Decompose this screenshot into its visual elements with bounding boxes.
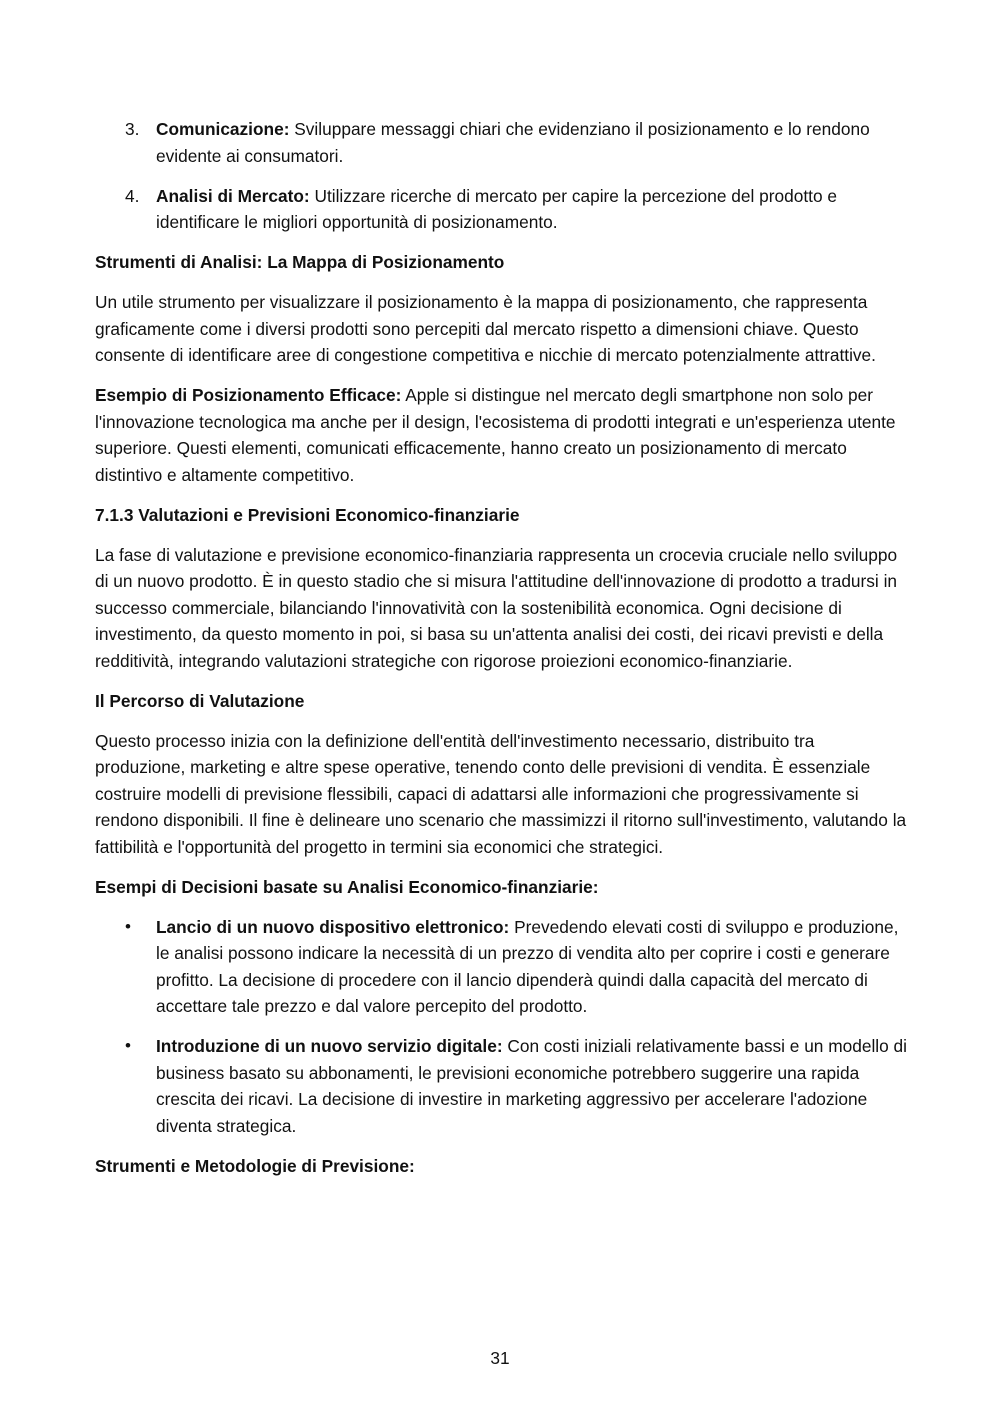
list-item-text: Utilizzare ricerche di mercato per capire la percezione del prodotto e identificare le migliori opportunità di posizionamento.: [156, 185, 837, 232]
paragraph-example-positioning: [95, 382, 907, 488]
list-item-text: Prevedendo elevati costi di sviluppo e produzione, le analisi possono indicare la necessità di un prezzo di vendita alto per coprire i costi e generare profitto. La decisione di procedere con il lancio dipenderà quindi dalla capacità del mercato di accettare tale prezzo e dal valore percepito del prodotto.: [156, 916, 899, 1016]
numbered-list: [95, 116, 907, 236]
list-item: [95, 116, 907, 169]
list-item-term: Introduzione di un nuovo servizio digitale:: [156, 1036, 503, 1056]
document-page: [95, 116, 907, 1193]
list-item: [95, 183, 907, 236]
list-item-term: Analisi di Mercato:: [156, 185, 310, 206]
bullet-icon: •: [125, 1036, 131, 1055]
paragraph-713: La fase di valutazione e previsione economico-finanziaria rappresenta un crocevia cruciale nello sviluppo di un nuovo prodotto. È in questo stadio che si misura l'attitudine dell'innovazione di prodotto a tradursi in successo commerciale, bilanciando l'innovatività con la sostenibilità economica. Ogni decisione di investimento, da questo momento in poi, si basa su un'attenta analisi dei costi, dei ricavi previsti e della redditività, integrando valutazioni strategiche con rigorose proiezioni economico-finanziarie.: [95, 544, 898, 671]
example-text: Apple si distingue nel mercato degli smartphone non solo per l'innovazione tecnologica ma anche per il design, l'ecosistema di prodotti integrati e un'esperienza utente superiore. Questi elementi, comunicati efficacemente, hanno creato un posizionamento di mercato distintivo e altamente competitivo.: [95, 385, 896, 485]
paragraph-path: Questo processo inizia con la definizione dell'entità dell'investimento necessario, distribuito tra produzione, marketing e altre spese operative, tenendo conto delle previsioni di vendita. È essenziale costruire modelli di previsione flessibili, capaci di adattarsi alle informazioni che progressivamente si rendono disponibili. Il fine è delineare uno scenario che massimizzi il ritorno sull'investimento, valutando la fattibilità e l'opportunità del progetto in termini sia economici che strategici.: [95, 730, 907, 857]
example-term: Esempio di Posizionamento Efficace:: [95, 385, 402, 405]
list-item-text: Con costi iniziali relativamente bassi e un modello di business basato su abbonamenti, le previsioni economiche potrebbero suggerire una rapida crescita dei ricavi. La decisione di investire in marketing aggressivo per accelerare l'adozione diventa strategica.: [156, 1036, 907, 1136]
list-item-term: Comunicazione:: [156, 119, 290, 139]
section-heading-713: 7.1.3 Valutazioni e Previsioni Economico-finanziarie: [95, 504, 520, 525]
page-number: 31: [490, 1348, 510, 1368]
list-item: [95, 914, 907, 1020]
bullet-list: [95, 914, 907, 1140]
section-heading-path: Il Percorso di Valutazione: [95, 690, 305, 711]
list-number: 4.: [125, 185, 140, 206]
list-number: 3.: [125, 119, 140, 139]
section-heading-methods: Strumenti e Metodologie di Previsione:: [95, 1155, 415, 1176]
section-heading-tools: Strumenti di Analisi: La Mappa di Posizionamento: [95, 252, 505, 272]
bullet-icon: •: [125, 916, 131, 936]
list-item-text: Sviluppare messaggi chiari che evidenziano il posizionamento e lo rendono evidente ai consumatori.: [156, 119, 870, 166]
list-item: [95, 1033, 907, 1139]
paragraph-tools: Un utile strumento per visualizzare il posizionamento è la mappa di posizionamento, che rappresenta graficamente come i diversi prodotti sono percepiti dal mercato rispetto a dimensioni chiave. Questo consente di identificare aree di congestione competitiva e nicchie di mercato potenzialmente attrattive.: [95, 292, 876, 365]
list-item-term: Lancio di un nuovo dispositivo elettronico:: [156, 916, 510, 937]
section-heading-examples: Esempi di Decisioni basate su Analisi Economico-finanziarie:: [95, 876, 599, 897]
